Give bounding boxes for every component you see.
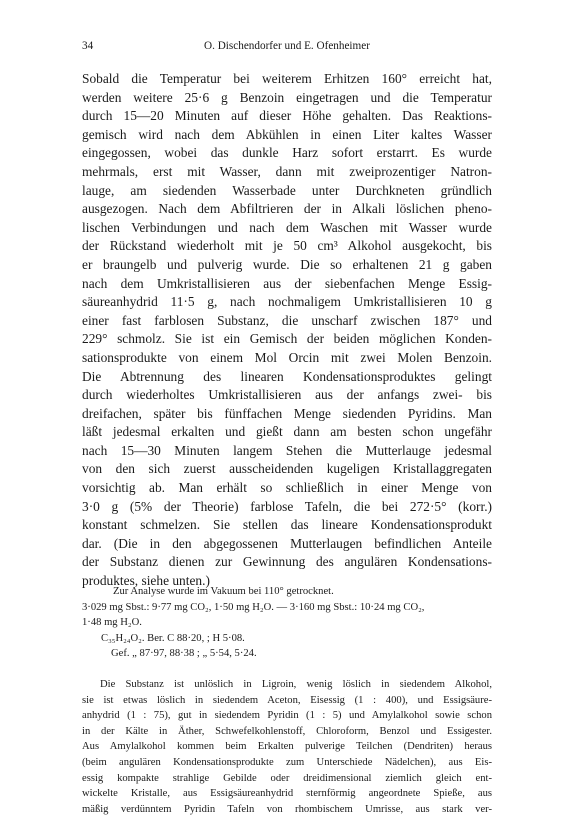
body-line: eingegossen, wobei das dunkle Harz sofort erstarrt. Es wurde [82, 145, 492, 161]
body-line: von den sich zuerst ausscheidenden kugeligen Kristallaggregaten [82, 461, 492, 477]
body-line: durch 15—20 Minuten auf dieser Höhe gehalten. Das Reaktions- [82, 108, 492, 124]
body-line: gemisch wird nach dem Abkühlen in einen Liter kaltes Wasser [82, 126, 492, 142]
analysis-line: 3·029 mg Sbst.: 9·77 mg CO₂, 1·50 mg H₂O. — 3·160 mg Sbst.: 10·24 mg CO₂, [82, 601, 425, 613]
note-line: Die Substanz ist unlöslich in Ligroin, wenig löslich in siedendem Alkohol, [100, 679, 492, 690]
running-head: O. Dischendorfer und E. Ofenheimer [204, 40, 370, 52]
body-line: dreifachen, später bis fünffachen Menge siedenden Pyridins. Man [82, 405, 492, 421]
body-line: lischen Verbindungen und nach dem Waschen mit Wasser wurde [82, 219, 492, 235]
body-line: dar. (Die in den abgegossenen Mutterlaugen befindlichen Anteile [82, 535, 492, 551]
body-line: mehrmals, erst mit Wasser, dann mit zweiprozentiger Natron- [82, 163, 492, 179]
body-line: 3·0 g (5% der Theorie) farblose Tafeln, die bei 272·5° (korr.) [82, 498, 492, 514]
body-line: Sobald die Temperatur bei weiterem Erhitzen 160° erreicht hat, [82, 71, 492, 86]
note-line: in der Kälte in Äther, Schwefelkohlenstoff, Chloroform, Benzol und Essigester. [82, 725, 492, 737]
page-header [82, 40, 492, 56]
body-line: nach 15—30 Minuten langem Stehen die Mutterlauge jedesmal [82, 442, 492, 458]
body-line: vorsichtig ab. Man erhält so schließlich in einer Menge von [82, 480, 492, 496]
body-line: lauge, am siedenden Wasserbade unter Durchkneten gründlich [82, 182, 492, 198]
body-line: säureanhydrid 11·5 g, nach nochmaligem Umkristallisieren 10 g [82, 294, 492, 310]
note-line: Aus Amylalkohol kommen beim Erkalten pulverige Teilchen (Dendriten) heraus [82, 741, 492, 753]
note-line: sie ist etwas löslich in siedendem Aceton, Eisessig (1 : 400), und Essigsäure- [82, 694, 492, 706]
body-line: werden weitere 25·6 g Benzoin eingetragen und die Temperatur [82, 89, 492, 105]
analysis-heading: Zur Analyse wurde im Vakuum bei 110° getrocknet. [113, 586, 334, 597]
note-line: essig kompakte strahlige Gebilde oder dreidimensional ziemlich gleich ent- [82, 772, 492, 784]
body-line: sationsprodukte von einem Mol Orcin mit zwei Molen Benzoin. [82, 349, 492, 365]
small-print-paragraph [82, 677, 492, 817]
body-line: ausgezogen. Nach dem Abfiltrieren der in Alkali löslichen pheno- [82, 201, 492, 217]
body-line: er braungelb und pulverig wurde. Die so erhaltenen 21 g gaben [82, 256, 492, 272]
body-text [82, 70, 492, 591]
body-line: produktes, siehe unten.) [82, 573, 210, 589]
note-line: (beim angulären Kondensationsprodukte zum Unterschiede Nädelchen), aus Eis- [82, 756, 492, 768]
note-line: anhydrid (1 : 75), gut in siedendem Pyridin (1 : 5) und Amylalkohol sowie schon [82, 710, 492, 722]
body-line: läßt jedesmal erkalten und gießt dann am besten schon ungefähr [82, 424, 492, 440]
body-line: einer fast farblosen Substanz, die unscharf zwischen 187° und [82, 312, 492, 328]
body-line: durch wiederholtes Umkristallisieren aus der anfangs zwei- bis [82, 387, 492, 403]
body-line: konstant schmelzen. Sie stellen das lineare Kondensationsprodukt [82, 517, 492, 533]
analysis-block [82, 584, 492, 662]
body-line: der Substanz dienen zur Gewinnung des angulären Kondensations- [82, 554, 492, 570]
body-line: 229° schmolz. Sie ist ein Gemisch der beiden möglichen Konden- [82, 331, 492, 347]
body-line: nach dem Umkristallisieren aus der siebenfachen Menge Essig- [82, 275, 492, 291]
body-line: Die Abtrennung des linearen Kondensationsproduktes gelingt [82, 368, 492, 384]
analysis-calculated: C₃₅H₂₄O₂. Ber. C 88·20, ; H 5·08. [101, 632, 245, 644]
body-line: der Rückstand wiederholt mit je 50 cm³ Alkohol ausgekocht, bis [82, 238, 492, 254]
analysis-found: Gef. „ 87·97, 88·38 ; „ 5·54, 5·24. [111, 648, 257, 660]
page-number: 34 [82, 40, 94, 52]
note-line: mäßig verdünntem Pyridin Tafeln von rhombischem Umrisse, aus stark ver- [82, 803, 492, 815]
note-line: wickelte Kristalle, aus Essigsäureanhydrid sternförmig angeordnete Spieße, aus [82, 788, 492, 800]
analysis-line: 1·48 mg H₂O. [82, 617, 142, 629]
